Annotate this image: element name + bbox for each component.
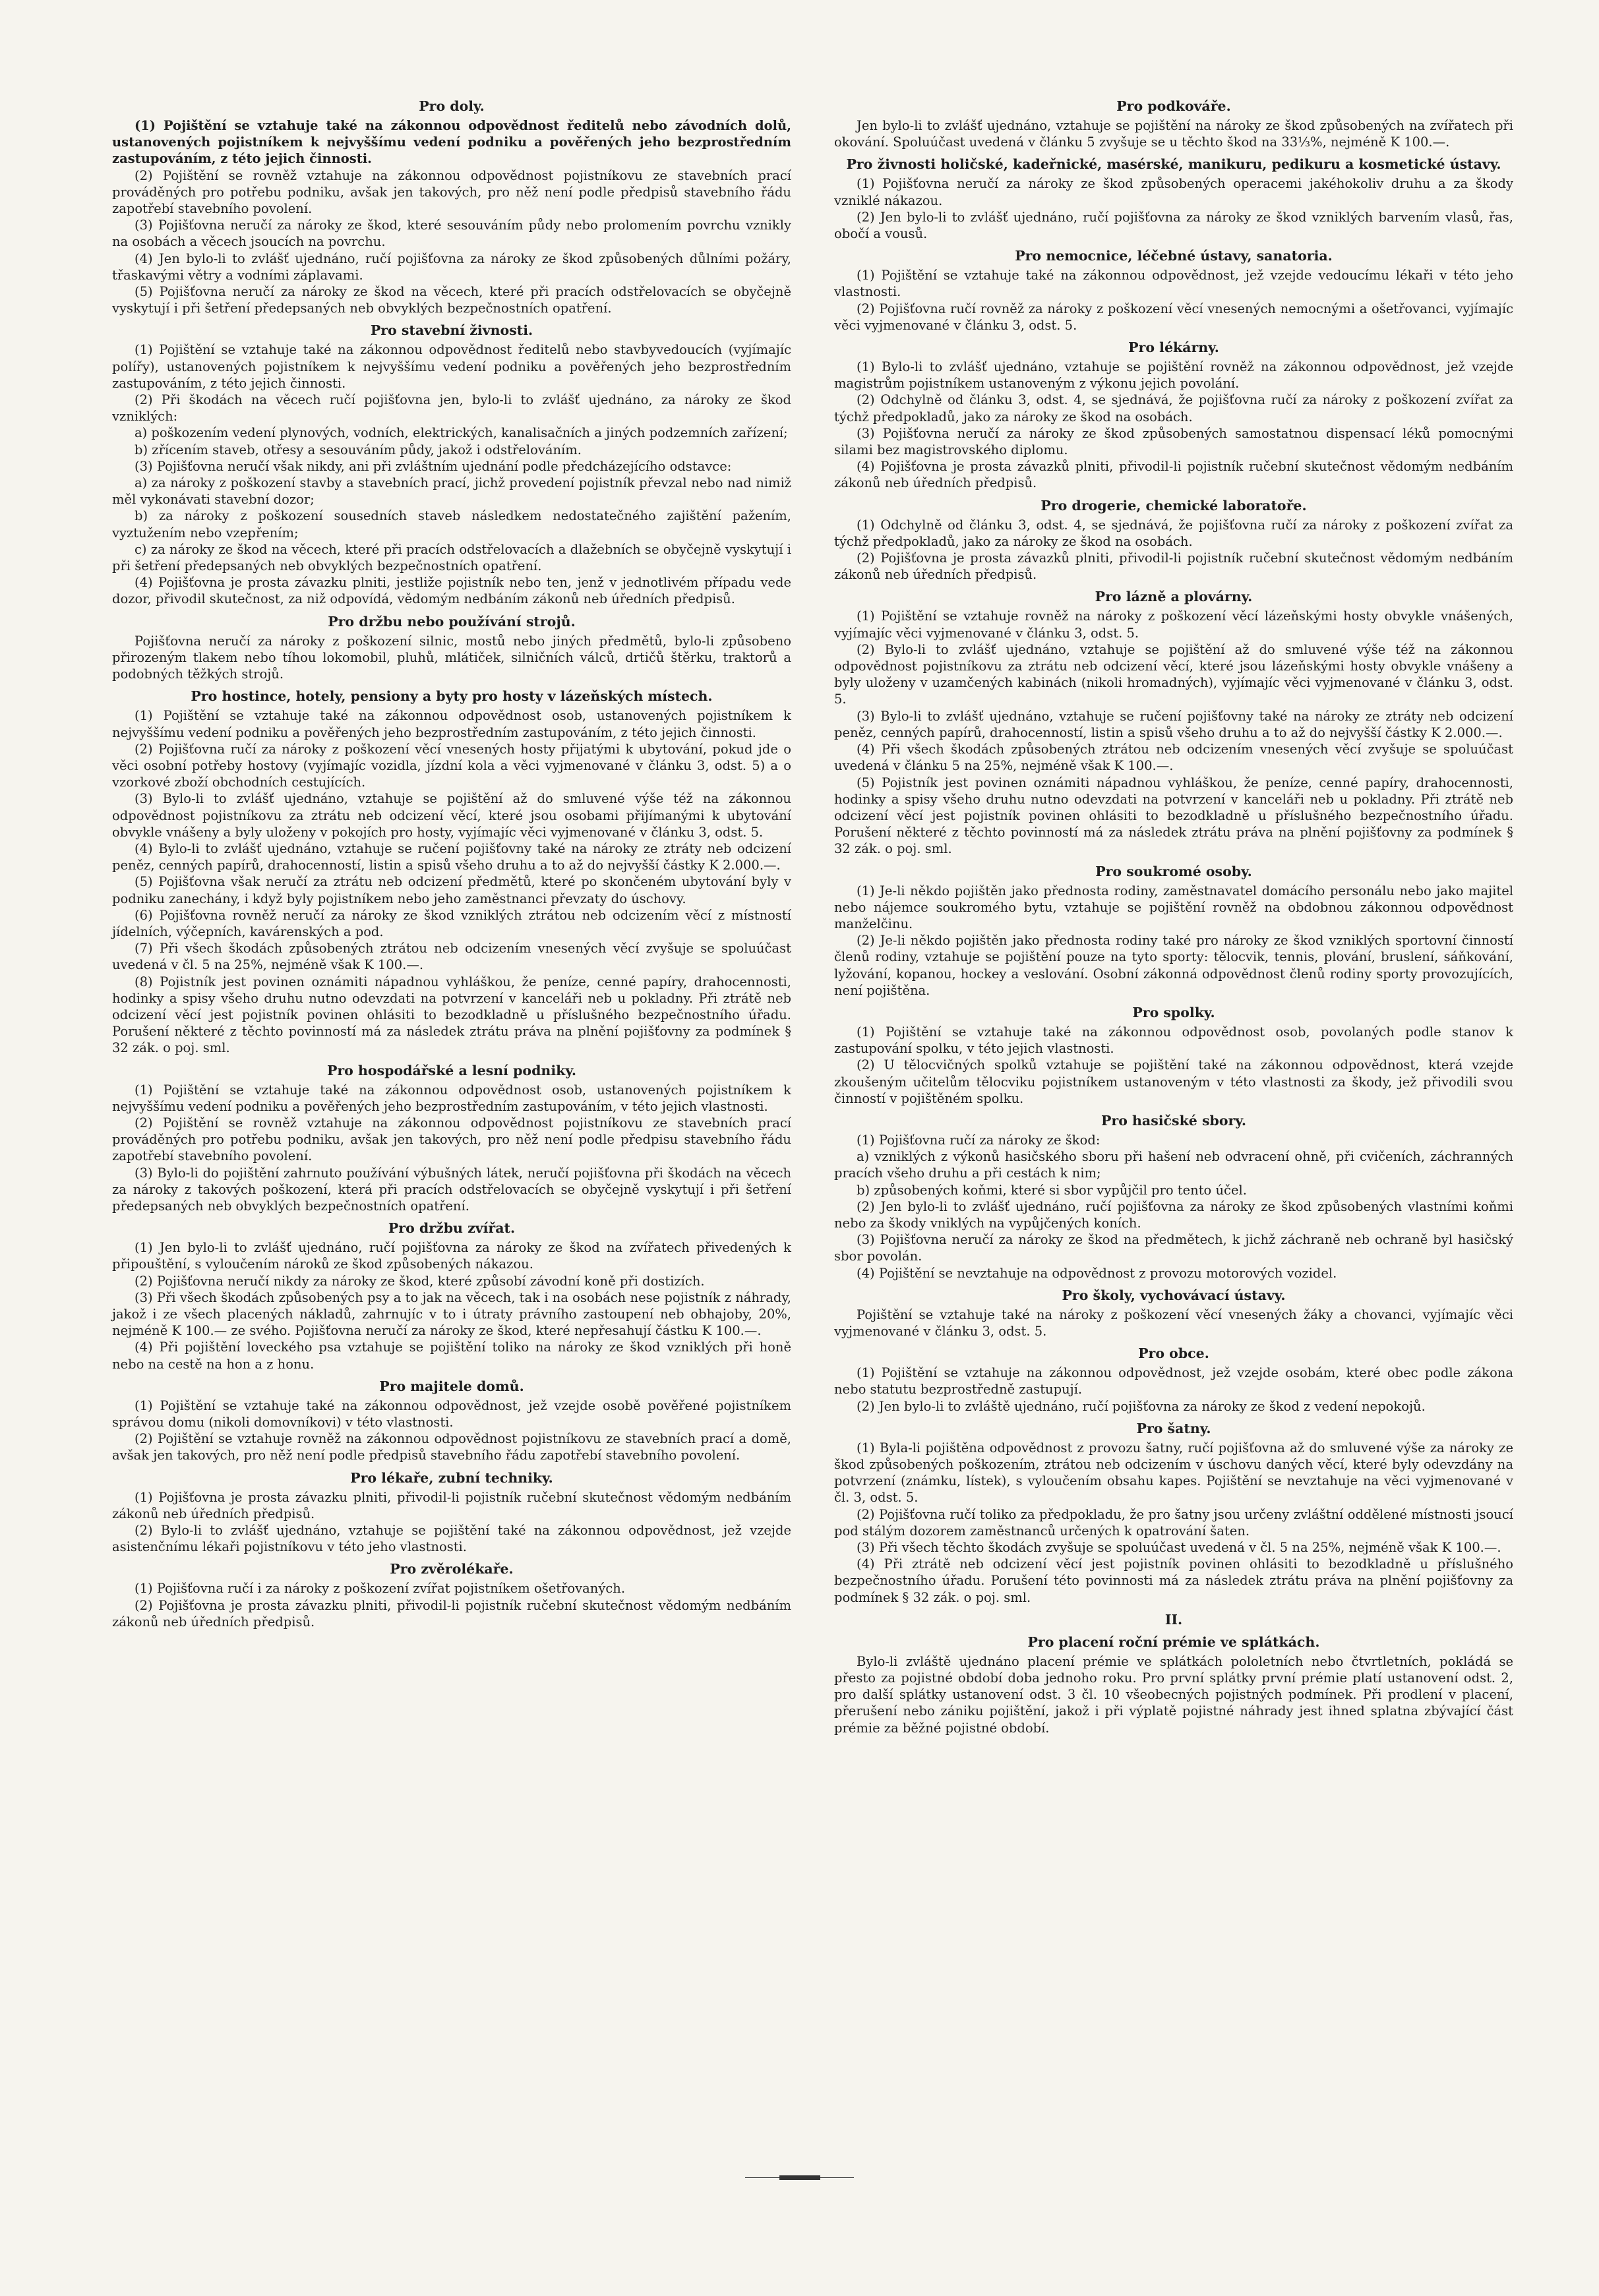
paragraph: (2) Pojišťovna ručí rovněž za nároky z poškození věcí vnesených nemocnými a ošetřovanci, vyjímajíc věci vyjmenované v článku 3, odst. 5.: [834, 301, 1513, 333]
paragraph: (5) Pojistník jest povinen oznámiti nápadnou vyhláškou, že peníze, cenné papíry, drahocennosti, hodinky a spisy všeho druhu nutno odevzdati na potvrzení v kanceláři neb u pokladny. Při ztrátě neb odcizení věcí jest pojistník povinen ohlásiti to bezodkladně u příslušného bezpečnostního úřadu. Porušení některé z těchto povinností má za následek ztrátu práva na plnění pojišťovny za podmínek § 32 zák. o poj. sml.: [834, 775, 1513, 857]
paragraph: (4) Jen bylo-li to zvlášť ujednáno, ručí pojišťovna za nároky ze škod způsobených důlními požáry, třaskavými větry a vodními záplavami.: [112, 250, 791, 283]
section-heading: Pro školy, vychovávací ústavy.: [1062, 1287, 1286, 1303]
paragraph: (3) Bylo-li do pojištění zahrnuto používání výbušných látek, neručí pojišťovna při škodách na věcech za nároky z takových poškození, která při pracích odstřelovacích se obyčejně vyskytují i při šetření předepsaných neb obvyklých bezpečnostních opatření.: [112, 1165, 791, 1214]
paragraph: c) za nároky ze škod na věcech, které při pracích odstřelovacích a dlažebních se obyčejně vyskytují i při šetření předepsaných neb obvyklých bezpečnostních opatření.: [112, 541, 791, 574]
paragraph: (1) Pojišťovna je prosta závazku plniti, přivodil-li pojistník ručební skutečnost vědomým nedbáním zákonů neb úředních předpisů.: [112, 1489, 791, 1521]
paragraph: (1) Pojištění se vztahuje také na zákonnou odpovědnost osob, ustanovených pojistníkem k nejvyššímu vedení podniku a pověřených jeho bezprostředním zastupováním, v této jejich vlastnosti.: [112, 1082, 791, 1114]
right-column: [834, 92, 1513, 1736]
paragraph: (4) Bylo-li to zvlášť ujednáno, vztahuje se ručení pojišťovny také na nároky ze ztráty neb odcizení peněz, cenných papírů, drahocenností, listin a spisů všeho druhu a to až do nejvyšší částky K 2.000.—.: [112, 840, 791, 873]
paragraph: (2) U tělocvičných spolků vztahuje se pojištění také na zákonnou odpovědnost, která vzejde zkoušeným učitelům tělocviku pojistníkem ustanoveným v této vlastnosti za škody, jež přivodili svou činností v pojištěném spolku.: [834, 1057, 1513, 1106]
section-heading: II.: [1164, 1611, 1183, 1628]
paragraph: (4) Pojišťovna je prosta závazků plniti, přivodil-li pojistník ručební skutečnost vědomým nedbáním zákonů neb úředních předpisů.: [834, 459, 1513, 491]
section-heading: Pro hospodářské a lesní podniky.: [326, 1062, 577, 1078]
paragraph: (3) Pojišťovna neručí za nároky ze škod způsobených samostatnou dispensací léků pomocnými silami bez magistrovského diplomu.: [834, 425, 1513, 458]
section-heading: Pro obce.: [1138, 1345, 1209, 1362]
paragraph: b) za nároky z poškození sousedních staveb následkem nedostatečného zajištění pažením, vyztužením nebo vzepřením;: [112, 508, 791, 541]
paragraph: (4) Pojištění se nevztahuje na odpovědnost z provozu motorových vozidel.: [857, 1265, 1337, 1281]
paragraph: a) vzniklých z výkonů hasičského sboru při hašení neb odvracení ohně, při cvičeních, záchranných pracích všeho druhu a při cestách k nim;: [834, 1149, 1513, 1181]
section-heading: Pro šatny.: [1136, 1420, 1211, 1436]
paragraph: (2) Bylo-li to zvlášť ujednáno, vztahuje se pojištění také na zákonnou odpovědnost, jež vzejde asistenčnímu lékaři pojistníkovu v této jeho vlastnosti.: [112, 1523, 791, 1555]
paragraph: a) poškozením vedení plynových, vodních, elektrických, kanalisačních a jiných podzemních zařízení;: [135, 425, 788, 441]
paragraph: (2) Pojištění se vztahuje rovněž na zákonnou odpovědnost pojistníkovu ze stavebních prací a domě, avšak jen takových, pro něž není podle předpisů stavebního řádu zapotřebí stavebního povolení.: [112, 1431, 791, 1463]
paragraph: a) za nároky z poškození stavby a stavebních prací, jichž provedení pojistník převzal nebo nad nimiž měl vykonávati stavební dozor;: [112, 475, 791, 508]
paragraph: (1) Pojištění se vztahuje rovněž na nároky z poškození věcí lázeňskými hosty obvykle vnášených, vyjímajíc věci vyjmenované v článku 3, odst. 5.: [834, 608, 1513, 641]
section-heading: Pro hasičské sbory.: [1101, 1112, 1246, 1129]
section-heading: Pro držbu nebo používání strojů.: [328, 613, 576, 630]
section-heading: Pro spolky.: [1132, 1004, 1215, 1020]
paragraph: Bylo-li zvláště ujednáno placení prémie ve splátkách pololetních nebo čtvrtletních, pokládá se přesto za pojistné období doba jednoho roku. Pro první splátky první prémie platí ustanovení odst. 2, pro další splátky ustanovení odst. 3 čl. 10 všeobecných pojistných podmínek. Při prodlení v placení, přerušení nebo zániku pojištění, jakož i při výplatě pojistné náhrady jest ihned splatna zbývající část prémie za běžné pojistné období.: [834, 1653, 1513, 1736]
paragraph: (1) Pojištění se vztahuje na zákonnou odpovědnost, jež vzejde osobám, které obec podle zákona nebo statutu bezprostředně zastupují.: [834, 1365, 1513, 1398]
paragraph: (4) Při ztrátě neb odcizení věcí jest pojistník povinen ohlásiti to bezodkladně u příslušného bezpečnostního úřadu. Porušení této povinnosti má za následek ztrátu práva na plnění pojišťovny za podmínek § 32 zák. o poj. sml.: [834, 1556, 1513, 1605]
paragraph: (4) Pojišťovna je prosta závazku plniti, jestliže pojistník nebo ten, jenž v jednotlivém případu vede dozor, přivodil skutečnost, za niž odpovídá, vědomým nedbáním zákonů neb úředních předpisů.: [112, 575, 791, 607]
section-heading: Pro soukromé osoby.: [1095, 863, 1252, 879]
paragraph: (1) Pojištění se vztahuje také na zákonnou odpovědnost osob, ustanovených pojistníkem k nejvyššímu vedení podniku a pověřených jeho bezprostředním zastupováním, z této jejich činnosti.: [112, 708, 791, 740]
paragraph: (4) Při všech škodách způsobených ztrátou neb odcizením vnesených věcí zvyšuje se spoluúčast uvedená v článku 5 na 25%, nejméně však K 100.—.: [834, 742, 1513, 774]
paragraph: (2) Pojišťovna ručí toliko za předpokladu, že pro šatny jsou určeny zvláštní oddělené místnosti jsoucí pod stálým dozorem zaměstnanců určených k opatrování šaten.: [834, 1506, 1513, 1539]
section-heading: Pro majitele domů.: [379, 1378, 524, 1394]
paragraph: (1) Jen bylo-li to zvlášť ujednáno, ručí pojišťovna za nároky ze škod na zvířatech přivedených k připouštění, s vyloučením nároků ze škod způsobených nákazou.: [112, 1240, 791, 1272]
paragraph: (1) Pojištění se vztahuje také na zákonnou odpovědnost ředitelů nebo závodních dolů, ustanovených pojistníkem k nejvyššímu vedení podniku a pověřených jeho bezprostředním zastupováním, z této jejich činnosti.: [112, 118, 791, 167]
section-heading: Pro podkováře.: [1116, 98, 1231, 114]
paragraph: (1) Pojištění se vztahuje také na zákonnou odpovědnost osob, povolaných podle stanov k zastupování spolku, v této jejich vlastnosti.: [834, 1024, 1513, 1057]
left-column: [112, 92, 791, 1630]
paragraph: Pojišťovna neručí za nároky z poškození silnic, mostů nebo jiných předmětů, bylo-li způsobeno přirozeným tlakem nebo tíhou lokomobil, pluhů, mlátiček, silničních válců, drtičů štěrku, traktorů a podobných těžkých strojů.: [112, 633, 791, 682]
section-heading: Pro drogerie, chemické laboratoře.: [1041, 497, 1307, 514]
paragraph: (3) Při všech těchto škodách zvyšuje se spoluúčast uvedená v čl. 5 na 25%, nejméně však K 100.—.: [857, 1540, 1501, 1556]
section-heading: Pro živnosti holičské, kadeřnické, masérské, manikuru, pedikuru a kosmetické ústavy.: [846, 156, 1501, 173]
section-heading: Pro lékárny.: [1128, 339, 1219, 356]
section-heading: Pro doly.: [419, 98, 485, 114]
paragraph: (3) Bylo-li to zvlášť ujednáno, vztahuje se ručení pojišťovny také na nároky ze ztráty neb odcizení peněz, cenných papírů, drahocenností, listin a spisů všeho druhu a to až do nejvyšší částky K 2.000.—.: [834, 708, 1513, 740]
paragraph: (1) Byla-li pojištěna odpovědnost z provozu šatny, ručí pojišťovna až do smluvené výše za nároky ze škod způsobených poškozením, ztrátou neb odcizením v úschovu daných věcí, které byly odevzdány na potvrzení (známku, lístek), s vyloučením obsahu kapes. Pojištění se nevztahuje na věci vyjmenované v čl. 3, odst. 5.: [834, 1440, 1513, 1506]
paragraph: (2) Jen bylo-li to zvlášť ujednáno, ručí pojišťovna za nároky ze škod vzniklých barvením vlasů, řas, obočí a vousů.: [834, 209, 1513, 242]
paragraph: (1) Pojišťovna ručí za nároky ze škod:: [857, 1132, 1101, 1148]
section-heading: Pro zvěrolékaře.: [390, 1561, 514, 1577]
paragraph: (2) Pojišťovna je prosta závazků plniti, přivodil-li pojistník ručební skutečnost vědomým nedbáním zákonů neb úředních předpisů.: [834, 550, 1513, 583]
paragraph: (3) Pojišťovna neručí za nároky ze škod, které sesouváním půdy nebo prolomením povrchu vznikly na osobách a věcech jsoucích na povrchu.: [112, 218, 791, 250]
paragraph: (2) Pojišťovna ručí za nároky z poškození věcí vnesených hosty přijatými k ubytování, pokud jde o věci osobní potřeby hostovy (vyjímajíc vozidla, jízdní kola a věci vyjmenované v článku 3, odst. 5) a o vzorkové zboží obchodních cestujících.: [112, 741, 791, 790]
paragraph: (1) Odchylně od článku 3, odst. 4, se sjednává, že pojišťovna ručí za nároky z poškození zvířat za týchž předpokladů, jako za nároky ze škod na osobách.: [834, 517, 1513, 549]
paragraph: (3) Pojišťovna neručí za nároky ze škod na předmětech, k jichž záchraně neb ochraně byl hasičský sbor povolán.: [834, 1232, 1513, 1264]
paragraph: Jen bylo-li to zvlášť ujednáno, vztahuje se pojištění na nároky ze škod způsobených na zvířatech při okování. Spoluúčast uvedená v článku 5 zvyšuje se u těchto škod na 33⅓%, nejméně K 100.—.: [834, 118, 1513, 150]
paragraph: (5) Pojišťovna však neručí za ztrátu neb odcizení předmětů, které po skončeném ubytování byly v podniku zanechány, i když byly pojistníkem nebo jeho zaměstnanci převzaty do úschovy.: [112, 874, 791, 906]
paragraph: (1) Pojištění se vztahuje také na zákonnou odpovědnost ředitelů nebo stavbyvedoucích (vyjímajíc polířy), ustanovených pojistníkem k nejvyššímu vedení podniku a pověřených jeho bezprostředním zastupováním, z této jejich činnosti.: [112, 342, 791, 391]
paragraph: (1) Pojišťovna ručí i za nároky z poškození zvířat pojistníkem ošetřovaných.: [135, 1581, 626, 1597]
paragraph: (2) Jen bylo-li to zvlášť ujednáno, ručí pojišťovna za nároky ze škod způsobených vlastními koňmi nebo za škody vniklých na vypůjčených koních.: [834, 1198, 1513, 1231]
paragraph: (2) Pojištění se rovněž vztahuje na zákonnou odpovědnost pojistníkovu ze stavebních prací prováděných pro potřebu podniku, avšak jen takových, pro něž není podle předpisů stavebního řádu zapotřebí stavebního povolení.: [112, 167, 791, 217]
paragraph: (2) Při škodách na věcech ručí pojišťovna jen, bylo-li to zvlášť ujednáno, za nároky ze škod vzniklých:: [112, 392, 791, 425]
paragraph: (2) Pojištění se rovněž vztahuje na zákonnou odpovědnost pojistníkovu ze stavebních prací prováděných pro potřebu podniku, avšak jen takových, pro něž není podle předpisu stavebního řádu zapotřebí stavebního povolení.: [112, 1115, 791, 1164]
section-heading: Pro lázně a plovárny.: [1095, 589, 1253, 605]
paragraph: (3) Pojišťovna neručí však nikdy, ani při zvláštním ujednání podle předcházejícího odstavce:: [135, 458, 732, 474]
paragraph: (8) Pojistník jest povinen oznámiti nápadnou vyhláškou, že peníze, cenné papíry, drahocennosti, hodinky a spisy všeho druhu nutno odevzdati na potvrzení v kanceláři neb u pokladny. Při ztrátě neb odcizení věcí jest pojistník povinen ohlásiti to bezodkladně u příslušného bezpečnostního úřadu. Porušení některé z těchto povinností má za následek ztrátu práva na plnění pojišťovny za podmínek § 32 zák. o poj. sml.: [112, 974, 791, 1056]
paragraph: (2) Pojišťovna je prosta závazku plniti, přivodil-li pojistník ručební skutečnost vědomým nedbáním zákonů neb úředních předpisů.: [112, 1597, 791, 1630]
section-heading: Pro hostince, hotely, pensiony a byty pro hosty v lázeňských místech.: [191, 688, 713, 705]
paragraph: (1) Bylo-li to zvlášť ujednáno, vztahuje se pojištění rovněž na zákonnou odpovědnost, jež vzejde magistrům pojistníkem ustanoveným z výkonu jejich povolání.: [834, 359, 1513, 392]
paragraph: (6) Pojišťovna rovněž neručí za nároky ze škod vzniklých ztrátou neb odcizením věcí z místností jídelních, výčepních, kavárenských a pod.: [112, 907, 791, 939]
section-heading: Pro držbu zvířat.: [388, 1220, 516, 1237]
paragraph: (2) Je-li někdo pojištěn jako přednosta rodiny také pro nároky ze škod vzniklých sportovní činností členů rodiny, vztahuje se pojištění pouze na tyto sporty: tělocvik, tennis, plování, bruslení, sáňkování, lyžování, kopanou, hockey a veslování. Osobní zákonná odpovědnost členů rodiny sporty provozujících, není pojištěna.: [834, 933, 1513, 998]
paragraph: (2) Jen bylo-li to zvláště ujednáno, ručí pojišťovna za nároky ze škod z vedení nepokojů.: [857, 1398, 1426, 1414]
paragraph: Pojištění se vztahuje také na nároky z poškození věcí vnesených žáky a chovanci, vyjímajíc věci vyjmenované v článku 3, odst. 5.: [834, 1307, 1513, 1339]
section-heading: Pro placení roční prémie ve splátkách.: [1027, 1634, 1320, 1650]
paragraph: (3) Při všech škodách způsobených psy a to jak na věcech, tak i na osobách nese pojistník z náhrady, jakož i ze všech placených nákladů, zahrnujíc v to i útraty právního zastoupení neb obhajoby, 20%, nejméně K 100.— ze svého. Pojišťovna neručí za nároky ze škod, které nepřesahují částku K 100.—.: [112, 1289, 791, 1339]
paragraph: (1) Pojištění se vztahuje také na zákonnou odpovědnost, jež vzejde vedoucímu lékaři v této jeho vlastnosti.: [834, 268, 1513, 300]
section-heading: Pro stavební živnosti.: [370, 322, 533, 339]
paragraph: (4) Při pojištění loveckého psa vztahuje se pojištění toliko na nároky ze škod vzniklých při honě nebo na cestě na hon a z honu.: [112, 1339, 791, 1372]
end-ornament-rule: [745, 2177, 854, 2178]
paragraph: (5) Pojišťovna neručí za nároky ze škod na věcech, které při pracích odstřelovacích se obyčejně vyskytují i při šetření předepsaných neb obvyklých bezpečnostních opatření.: [112, 284, 791, 316]
paragraph: (1) Pojištění se vztahuje také na zákonnou odpovědnost, jež vzejde osobě pověřené pojistníkem správou domu (nikoli domovníkovi) v této vlastnosti.: [112, 1398, 791, 1430]
paragraph: b) zřícením staveb, otřesy a sesouváním půdy, jakož i odstřelováním.: [135, 442, 582, 457]
paragraph: (2) Bylo-li to zvlášť ujednáno, vztahuje se pojištění až do smluvené výše též na zákonnou odpovědnost pojistníkovu za ztrátu neb odcizení věcí, které jsou lázeňskými hosty obvykle vnášeny a byly uloženy v uzamčených kabinách (nikoli hromadných), vyjímajíc věci vyjmenované v článku 3, odst. 5.: [834, 641, 1513, 707]
section-heading: Pro nemocnice, léčebné ústavy, sanatoria.: [1015, 248, 1333, 264]
section-heading: Pro lékaře, zubní techniky.: [350, 1469, 553, 1486]
paragraph: b) způsobených koňmi, které si sbor vypůjčil pro tento účel.: [857, 1182, 1247, 1198]
paragraph: (1) Je-li někdo pojištěn jako přednosta rodiny, zaměstnavatel domácího personálu nebo jako majitel nebo nájemce soukromého bytu, vztahuje se pojištění rovněž na obdobnou zákonnou odpovědnost manželčinu.: [834, 883, 1513, 931]
paragraph: (2) Odchylně od článku 3, odst. 4, se sjednává, že pojišťovna ručí za nároky z poškození zvířat za týchž předpokladů, jako za nároky ze škod na osobách.: [834, 392, 1513, 425]
paragraph: (7) Při všech škodách způsobených ztrátou neb odcizením vnesených věcí zvyšuje se spoluúčast uvedená v čl. 5 na 25%, nejméně však K 100.—.: [112, 941, 791, 973]
paragraph: (1) Pojišťovna neručí za nároky ze škod způsobených operacemi jakéhokoliv druhu a za škody vzniklé nákazou.: [834, 176, 1513, 208]
paragraph: (2) Pojišťovna neručí nikdy za nároky ze škod, které způsobí závodní koně při dostizích.: [135, 1273, 705, 1289]
paragraph: (3) Bylo-li to zvlášť ujednáno, vztahuje se pojištění až do smluvené výše též na zákonnou odpovědnost pojistníkovu za ztrátu neb odcizení věcí, které jsou osobami přijímanými k ubytování obvykle vnášeny a byly uloženy v pokojích pro hosty, vyjímajíc věci vyjmenované v článku 3, odst. 5.: [112, 791, 791, 840]
